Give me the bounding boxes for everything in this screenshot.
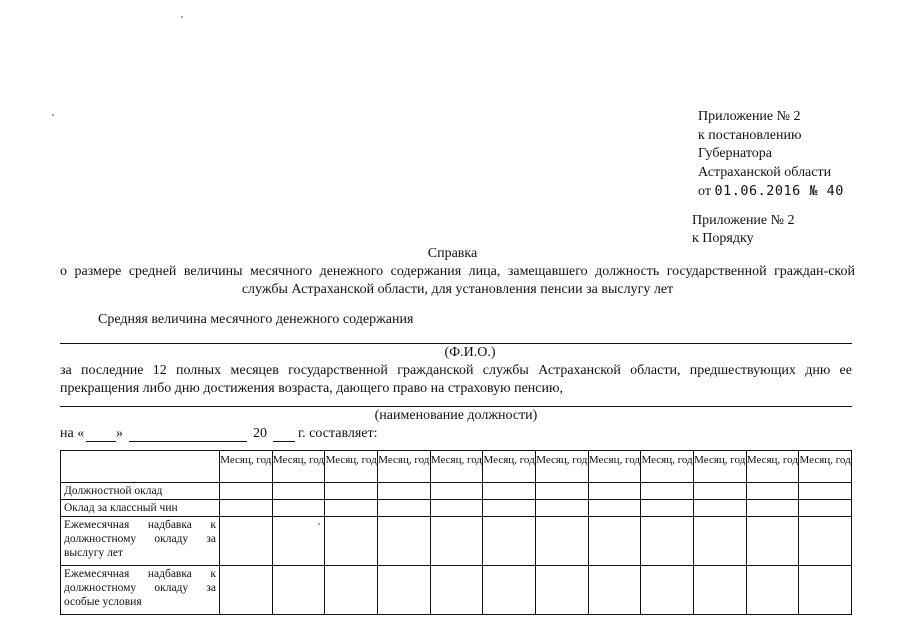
date-quote-close: » <box>116 426 123 441</box>
value-cell[interactable] <box>746 483 799 500</box>
value-cell[interactable] <box>693 500 746 517</box>
year-fill-line <box>273 441 295 442</box>
value-cell[interactable] <box>325 500 378 517</box>
value-cell[interactable] <box>430 483 483 500</box>
value-cell[interactable] <box>483 517 536 566</box>
header-line: Астраханской области <box>698 164 832 180</box>
value-cell[interactable] <box>220 500 273 517</box>
value-cell[interactable] <box>483 483 536 500</box>
row-label: Ежемесячная надбавка к должностному окладу за выслугу лет <box>61 517 220 566</box>
order-annex-header <box>692 212 795 248</box>
position-caption: (наименование должности) <box>374 408 538 423</box>
month-year-header: Месяц, год <box>535 451 588 483</box>
value-cell[interactable] <box>693 566 746 615</box>
table-header-row <box>61 451 852 483</box>
value-cell[interactable] <box>220 566 273 615</box>
position-fill-line <box>60 406 852 407</box>
value-cell[interactable] <box>746 517 799 566</box>
day-fill-line <box>86 441 116 442</box>
month-year-header: Месяц, год <box>588 451 641 483</box>
value-cell[interactable] <box>483 566 536 615</box>
value-cell[interactable] <box>588 483 641 500</box>
value-cell[interactable] <box>588 517 641 566</box>
value-cell[interactable] <box>588 566 641 615</box>
month-year-header: Месяц, год <box>746 451 799 483</box>
value-cell[interactable] <box>641 517 694 566</box>
row-label: Ежемесячная надбавка к должностному окладу за особые условия <box>61 566 220 615</box>
month-fill-line <box>129 441 247 442</box>
month-year-header: Месяц, год <box>693 451 746 483</box>
value-cell[interactable] <box>272 566 325 615</box>
value-cell[interactable] <box>588 500 641 517</box>
row-label: Должностной оклад <box>61 483 220 500</box>
value-cell[interactable] <box>325 566 378 615</box>
month-year-header: Месяц, год <box>325 451 378 483</box>
table-row <box>61 566 852 615</box>
header-line: Приложение № 2 <box>698 109 801 124</box>
value-cell[interactable] <box>799 566 852 615</box>
month-year-header: Месяц, год <box>430 451 483 483</box>
value-cell[interactable] <box>430 517 483 566</box>
document-subtitle: о размере средней величины месячного денежного содержания лица, замещавшего должность государственной граждан-ской службы Астраханской области, для установления пенсии за выслугу лет <box>60 264 855 297</box>
value-cell[interactable] <box>693 483 746 500</box>
annex-line: к Порядку <box>692 231 754 246</box>
value-cell[interactable] <box>641 500 694 517</box>
scan-speck <box>52 114 54 116</box>
salary-table <box>60 450 852 615</box>
row-label: Оклад за классный чин <box>61 500 220 517</box>
value-cell[interactable] <box>799 517 852 566</box>
date-prefix: от <box>698 184 711 199</box>
value-cell[interactable] <box>535 483 588 500</box>
value-cell[interactable] <box>799 500 852 517</box>
value-cell[interactable] <box>483 500 536 517</box>
date-on-label: на « <box>60 426 85 441</box>
value-cell[interactable] <box>430 500 483 517</box>
intro-text: Средняя величина месячного денежного содержания <box>98 312 414 327</box>
header-empty-cell <box>61 451 220 483</box>
scan-speck <box>318 523 320 525</box>
value-cell[interactable] <box>377 500 430 517</box>
month-year-header: Месяц, год <box>377 451 430 483</box>
month-year-header: Месяц, год <box>483 451 536 483</box>
date-suffix: г. составляет: <box>298 426 378 441</box>
value-cell[interactable] <box>272 483 325 500</box>
table-row <box>61 517 852 566</box>
fio-fill-line <box>60 343 852 344</box>
document-title: Справка <box>427 246 478 261</box>
value-cell[interactable] <box>377 517 430 566</box>
value-cell[interactable] <box>220 517 273 566</box>
value-cell[interactable] <box>535 500 588 517</box>
value-cell[interactable] <box>746 500 799 517</box>
table-row <box>61 500 852 517</box>
value-cell[interactable] <box>535 517 588 566</box>
value-cell[interactable] <box>799 483 852 500</box>
value-cell[interactable] <box>272 500 325 517</box>
value-cell[interactable] <box>272 517 325 566</box>
value-cell[interactable] <box>535 566 588 615</box>
value-cell[interactable] <box>693 517 746 566</box>
value-cell[interactable] <box>377 566 430 615</box>
value-cell[interactable] <box>641 566 694 615</box>
month-year-header: Месяц, год <box>272 451 325 483</box>
period-paragraph: за последние 12 полных месяцев государственной гражданской службы Астраханской области, предшествующих дню ее прекращения либо дню достижения возраста, дающего право на страховую пенсию, <box>60 363 852 396</box>
month-year-header: Месяц, год <box>641 451 694 483</box>
fio-caption: (Ф.И.О.) <box>444 345 496 360</box>
decree-annex-header <box>698 108 844 202</box>
value-cell[interactable] <box>325 517 378 566</box>
table-row <box>61 483 852 500</box>
value-cell[interactable] <box>377 483 430 500</box>
value-cell[interactable] <box>430 566 483 615</box>
year-prefix: 20 <box>253 426 267 441</box>
value-cell[interactable] <box>746 566 799 615</box>
value-cell[interactable] <box>325 483 378 500</box>
value-cell[interactable] <box>641 483 694 500</box>
month-year-header: Месяц, год <box>799 451 852 483</box>
handwritten-date: 01.06.2016 № 40 <box>714 183 844 199</box>
header-date-line <box>698 182 844 202</box>
header-line: к постановлению <box>698 127 802 143</box>
annex-line: Приложение № 2 <box>692 213 795 228</box>
header-line: Губернатора <box>698 146 773 161</box>
value-cell[interactable] <box>220 483 273 500</box>
scan-speck <box>181 16 183 18</box>
month-year-header: Месяц, год <box>220 451 273 483</box>
